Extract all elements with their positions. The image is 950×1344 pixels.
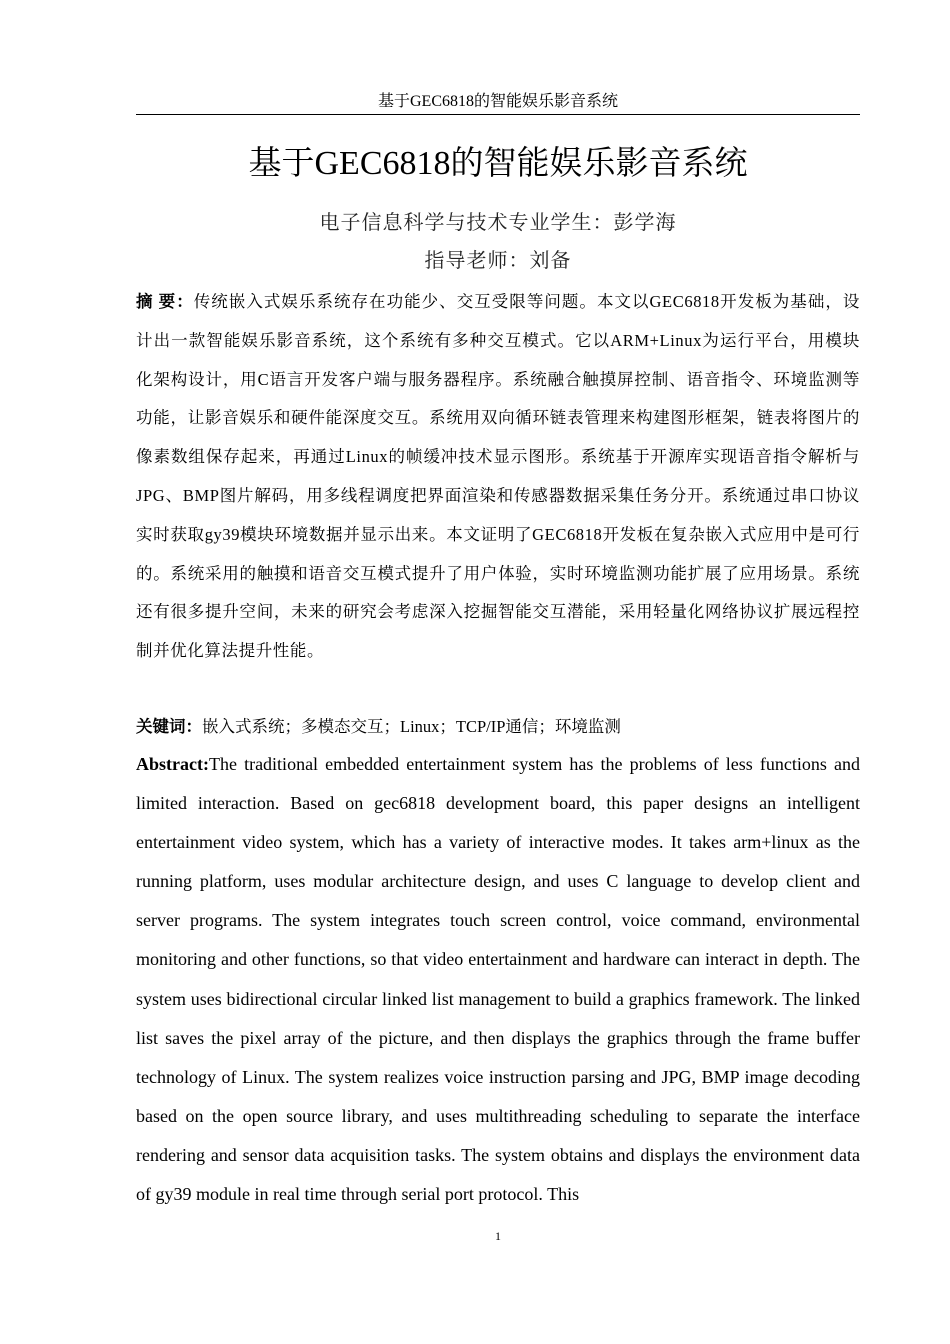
running-header: 基于GEC6818的智能娱乐影音系统 (136, 92, 860, 115)
chinese-abstract-text: 传统嵌入式娱乐系统存在功能少、交互受限等问题。本文以GEC6818开发板为基础，设计出一款智能娱乐影音系统，这个系统有多种交互模式。它以ARM+Linux为运行平台，用模块化架构设计，用C语言开发客户端与服务器程序。系统融合触摸屏控制、语音指令、环境监测等功能，让影音娱乐和硬件能深度交互。系统用双向循环链表管理来构建图形框架，链表将图片的像素数组保存起来，再通过Linux的帧缓冲技术显示图形。系统基于开源库实现语音指令解析与JPG、BMP图片解码，用多线程调度把界面渲染和传感器数据采集任务分开。系统通过串口协议实时获取gy39模块环境数据并显示出来。本文证明了GEC6818开发板在复杂嵌入式应用中是可行的。系统采用的触摸和语音交互模式提升了用户体验，实时环境监测功能扩展了应用场景。系统还有很多提升空间，未来的研究会考虑深入挖掘智能交互潜能，采用轻量化网络协议扩展远程控制并优化算法提升性能。 (136, 292, 860, 661)
paper-title (136, 140, 860, 187)
keywords-text: 嵌入式系统；多模态交互；Linux；TCP/IP通信；环境监测 (202, 717, 621, 736)
english-abstract (136, 745, 860, 1214)
title-suffix: 的智能娱乐影音系统 (450, 143, 748, 182)
author-line: 电子信息科学与技术专业学生：彭学海 (319, 212, 677, 234)
keywords-label: 关键词： (136, 717, 202, 736)
advisor-line: 指导老师：刘备 (424, 250, 572, 272)
title-model: GEC6818 (314, 145, 451, 182)
english-abstract-text: The traditional embedded entertainment system has the problems of less functions and limited interaction. Based on gec6818 development board, this paper designs an intelligent entertainment video system, which has a variety of interactive modes. It takes arm+linux as the running platform, uses modular architecture design, and uses C language to develop client and server programs. The system integrates touch screen control, voice command, environmental monitoring and other functions, so that video entertainment and hardware can interact in depth. The system uses bidirectional circular linked list management to build a graphics framework. The linked list saves the pixel array of the picture, and then displays the graphics through the frame buffer technology of Linux. The system realizes voice instruction parsing and JPG, BMP image decoding based on the open source library, and uses multithreading scheduling to separate the interface rendering and sensor data acquisition tasks. The system obtains and displays the environment data of gy39 module in real time through serial port protocol. This (136, 754, 860, 1205)
page-number: 1 (495, 1229, 501, 1243)
chinese-abstract-label: 摘 要： (136, 292, 194, 311)
english-abstract-label: Abstract: (136, 754, 209, 774)
chinese-abstract (136, 283, 860, 671)
title-prefix: 基于 (248, 143, 315, 182)
keywords (136, 710, 860, 744)
